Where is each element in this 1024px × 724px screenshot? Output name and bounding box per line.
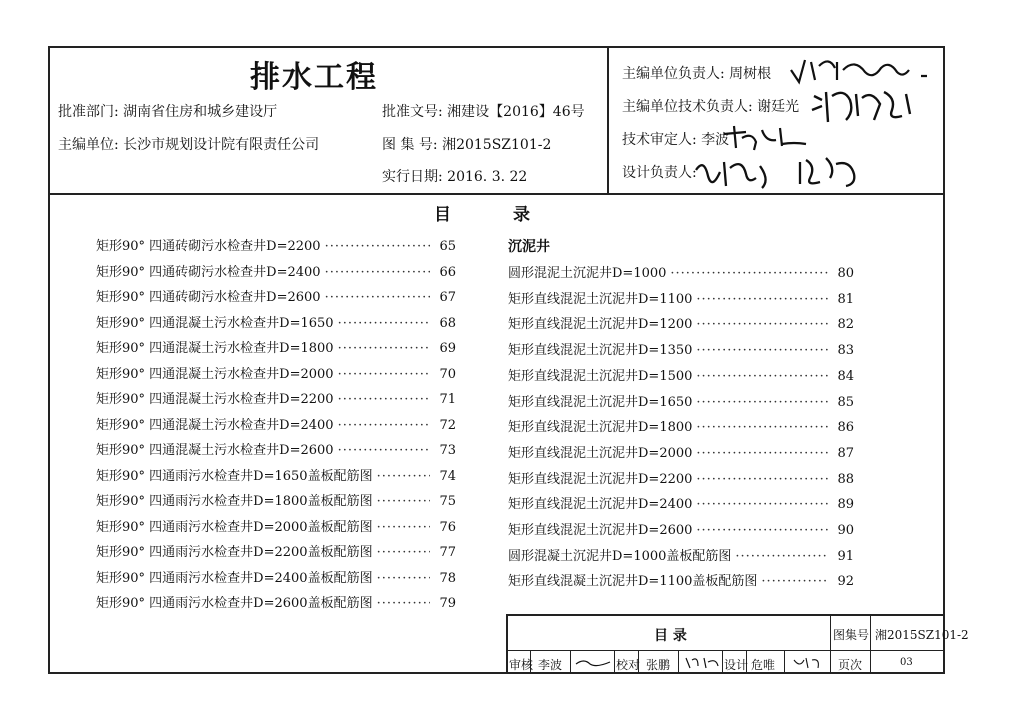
toc-entry-title: 矩形直线混泥土沉泥井D=1100 [508,291,693,307]
title-block-col-divider [722,650,723,674]
tech-reviewer-value: 李波 [701,132,730,148]
toc-entry [508,570,854,589]
toc-leader-dots [338,443,430,458]
toc-entry-page: 74 [439,468,456,484]
chief-unit-head-label: 主编单位负责人: [622,66,725,82]
toc-title [434,200,530,225]
title-block-atlas-label: 图集号 [833,628,870,642]
toc-entry-page: 90 [837,523,854,538]
toc-entry-title: 矩形直线混泥土沉泥井D=1500 [508,368,693,384]
toc-entry-page: 81 [837,291,854,307]
toc-entry-title: 矩形直线混泥土沉泥井D=2000 [508,445,693,461]
designer-name: 危唯 [751,658,776,672]
title-block-atlas-no: 湘2015SZ101-2 [875,628,969,642]
toc-entry [96,414,456,433]
design-head-label: 设计负责人: [622,165,697,181]
toc-entry [96,490,456,509]
toc-entry [508,391,854,410]
toc-entry-page: 66 [439,264,456,280]
editor-unit-value: 长沙市规划设计院有限责任公司 [123,137,320,153]
document-title: 排水工程 [250,60,378,95]
toc-leader-dots [377,571,430,586]
toc-entry [96,286,456,305]
toc-entry [96,592,456,611]
title-block-col-divider [678,650,679,674]
toc-entry-title: 矩形90° 四通混凝土污水检查井D=1650 [96,315,334,331]
toc-entry-title: 矩形直线混泥土沉泥井D=1650 [508,394,693,410]
toc-entry [96,388,456,407]
toc-leader-dots [338,392,430,407]
approval-dept-label: 批准部门: [58,104,119,120]
toc-title-char-2: 录 [513,205,530,225]
toc-entry-page: 79 [439,596,456,611]
title-block-col-divider [870,616,871,674]
toc-entry-title: 矩形90° 四通砖砌污水检查井D=2200 [96,239,321,254]
title-block [506,614,969,674]
tech-reviewer-label: 技术审定人: [622,132,697,148]
design-head [622,162,697,182]
signature-chief-tech-head [810,86,920,126]
toc-leader-dots [696,446,828,461]
toc-leader-dots [338,367,430,382]
toc-leader-dots [696,523,828,538]
signature-design-head [690,150,870,194]
chief-unit-head [622,63,771,83]
page-number: 03 [900,657,913,668]
toc-entry-page: 72 [439,417,456,433]
toc-entry-page: 76 [439,519,456,535]
checker-name: 张鹏 [646,658,671,672]
designer-signature [792,654,824,673]
design-label: 设计 [724,658,749,672]
toc-entry-page: 91 [837,548,854,564]
toc-leader-dots [377,596,430,611]
reviewer-name: 李波 [538,658,563,672]
title-block-divider [508,650,945,651]
toc-entry-title: 矩形直线混泥土沉泥井D=1800 [508,420,693,436]
toc-entry [96,261,456,280]
chief-tech-head-value: 谢廷光 [757,99,800,115]
toc-leader-dots [696,317,828,332]
approval-dept [58,101,277,121]
toc-entry-page: 84 [837,368,854,384]
toc-leader-dots [696,497,828,512]
toc-entry-page: 80 [837,266,854,281]
toc-entry-title: 矩形90° 四通混凝土污水检查井D=2400 [96,417,334,433]
toc-entry-title: 矩形90° 四通混凝土污水检查井D=2200 [96,392,334,407]
toc-leader-dots [377,494,430,509]
title-block-col-divider [570,650,571,674]
atlas-number-label: 图 集 号: [382,137,438,153]
toc-entry-title: 矩形直线混泥土沉泥井D=1350 [508,343,693,359]
toc-entry-page: 68 [439,315,456,331]
toc-entry-title: 矩形直线混泥土沉泥井D=2200 [508,471,693,487]
toc-leader-dots [338,418,430,433]
toc-entry-title: 圆形混凝土沉泥井D=1000盖板配筋图 [508,548,732,564]
approval-doc [382,101,585,121]
toc-entry-page: 71 [439,392,456,407]
toc-entry-title: 矩形90° 四通雨污水检查井D=1650盖板配筋图 [96,468,373,484]
atlas-number [382,134,551,154]
toc-leader-dots [670,266,828,281]
toc-entry-page: 88 [837,471,854,487]
toc-title-char-1: 目 [434,205,451,225]
toc-entry [96,567,456,586]
toc-leader-dots [696,369,828,384]
toc-leader-dots [696,420,828,435]
toc-leader-dots [377,469,430,484]
toc-entry-page: 82 [837,317,854,333]
toc-entry-title: 矩形90° 四通雨污水检查井D=2400盖板配筋图 [96,570,373,586]
toc-entry [508,313,854,332]
editor-unit [58,134,319,154]
toc-entry [508,288,854,307]
toc-leader-dots [377,545,430,560]
toc-leader-dots [735,549,828,564]
toc-entry [96,337,456,356]
toc-entry-page: 67 [439,290,456,305]
toc-entry-page: 75 [439,494,456,509]
toc-entry-title: 矩形90° 四通雨污水检查井D=2600盖板配筋图 [96,596,373,611]
title-block-col-divider [784,650,785,674]
toc-leader-dots [377,520,430,535]
toc-entry [96,439,456,458]
checker-signature [684,654,720,673]
toc-entry-page: 92 [837,574,854,590]
toc-entry [96,363,456,382]
chief-tech-head [622,96,799,116]
toc-entry-title: 矩形90° 四通砖砌污水检查井D=2400 [96,264,321,280]
toc-leader-dots [696,292,828,307]
header-vertical-divider [607,46,609,194]
chief-unit-head-value: 周树根 [729,66,772,82]
page-label: 页次 [838,658,863,672]
toc-entry-title: 矩形90° 四通混凝土污水检查井D=1800 [96,341,334,356]
toc-entry [508,339,854,358]
toc-leader-dots [696,395,828,410]
approval-doc-label: 批准文号: [382,104,443,120]
atlas-number-value: 湘2015SZ101-2 [442,137,552,153]
title-block-col-divider [614,650,615,674]
check-label: 校对 [616,658,641,672]
toc-entry-page: 73 [439,443,456,458]
toc-entry [96,235,456,254]
title-block-name: 目 录 [654,628,687,644]
toc-leader-dots [325,290,430,305]
toc-entry [508,468,854,487]
approval-dept-value: 湖南省住房和城乡建设厅 [123,104,278,120]
tech-reviewer [622,129,729,149]
toc-leader-dots [696,472,828,487]
toc-entry [508,442,854,461]
toc-entry-page: 77 [439,545,456,560]
toc-entry-title: 矩形直线混泥土沉泥井D=2600 [508,523,693,538]
toc-leader-dots [338,316,430,331]
toc-leader-dots [761,574,828,589]
toc-entry-page: 86 [837,420,854,436]
toc-entry-title: 矩形90° 四通混凝土污水检查井D=2600 [96,443,334,458]
toc-leader-dots [325,265,430,280]
toc-entry [508,416,854,435]
toc-entry-title: 圆形混泥土沉泥井D=1000 [508,266,667,281]
toc-leader-dots [325,239,430,254]
toc-entry [508,545,854,564]
effective-date-value: 2016. 3. 22 [447,169,528,185]
toc-entry-page: 83 [837,343,854,359]
toc-entry [96,312,456,331]
toc-entry [508,365,854,384]
toc-entry-page: 65 [439,239,456,254]
toc-entry [508,519,854,538]
toc-entry-title: 矩形直线混泥土沉泥井D=2400 [508,497,693,513]
toc-entry-title: 矩形90° 四通雨污水检查井D=2000盖板配筋图 [96,519,373,535]
toc-leader-dots [696,343,828,358]
toc-entry [96,465,456,484]
reviewer-signature [574,654,612,673]
review-label: 审核 [509,658,534,672]
toc-entry-title: 矩形直线混泥土沉泥井D=1200 [508,317,693,333]
approval-doc-value: 湘建设【2016】46号 [447,104,585,120]
toc-entry-title: 矩形90° 四通雨污水检查井D=2200盖板配筋图 [96,545,373,560]
toc-entry-page: 89 [837,497,854,513]
toc-entry [508,493,854,512]
effective-date-label: 实行日期: [382,169,443,185]
toc-entry-title: 矩形直线混凝土沉泥井D=1100盖板配筋图 [508,574,758,590]
section-heading-sediment-well: 沉泥井 [508,239,550,255]
toc-leader-dots [338,341,430,356]
editor-unit-label: 主编单位: [58,137,119,153]
chief-tech-head-label: 主编单位技术负责人: [622,99,753,115]
toc-entry [96,541,456,560]
effective-date [382,166,527,186]
signature-chief-unit-head [785,52,935,86]
toc-entry [96,516,456,535]
toc-entry-page: 87 [837,445,854,461]
toc-entry-page: 70 [439,366,456,382]
toc-entry-page: 85 [837,394,854,410]
toc-entry-page: 69 [439,341,456,356]
title-block-col-divider [830,616,831,674]
signature-tech-reviewer [720,122,810,152]
toc-entry-title: 矩形90° 四通砖砌污水检查井D=2600 [96,290,321,305]
toc-entry [508,262,854,281]
toc-entry-page: 78 [439,570,456,586]
toc-entry-title: 矩形90° 四通混凝土污水检查井D=2000 [96,366,334,382]
toc-entry-title: 矩形90° 四通雨污水检查井D=1800盖板配筋图 [96,494,373,509]
